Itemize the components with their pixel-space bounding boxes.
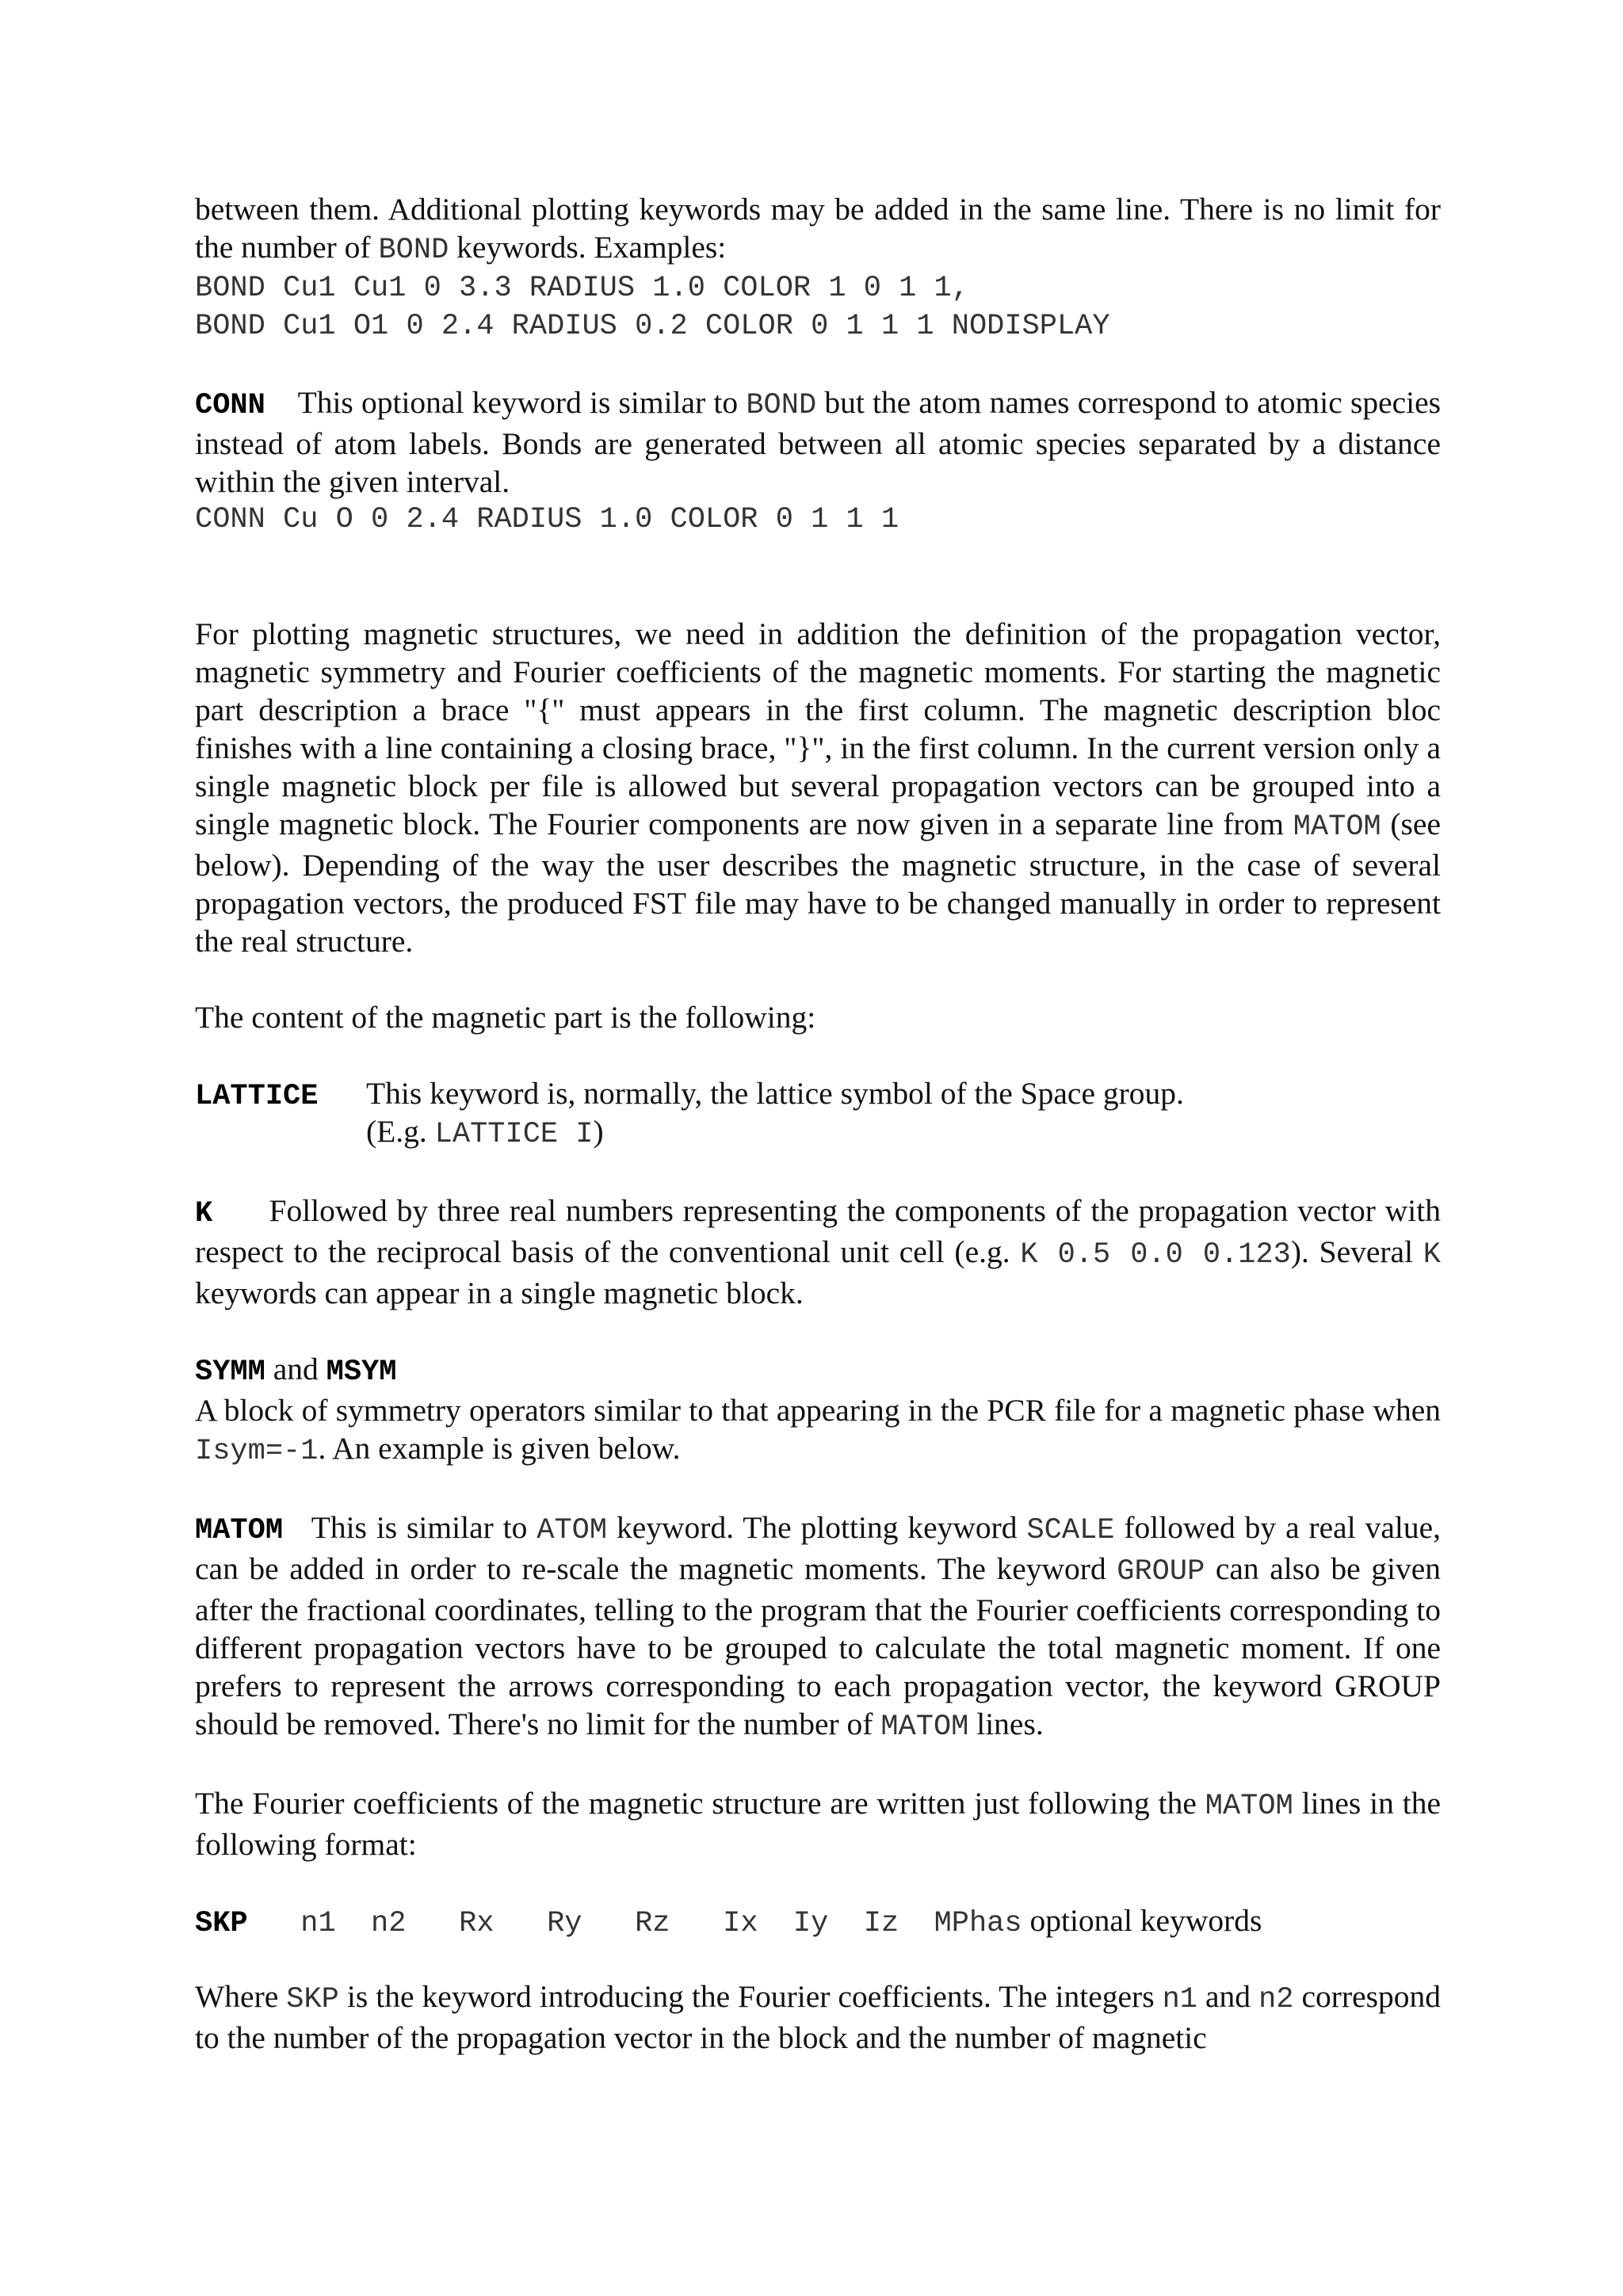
paragraph-text: For plotting magnetic structures, we need in addition the definition of the propagation vector, magnetic symmetry and Fourier coefficients of the magnetic moments. For starting the magnetic part description a brace "{" must appears in the first column. The magnetic description bloc finishes with a line containing a closing brace, "}", in the first column. In the current version only a single magnetic block per file is allowed but several propagation vectors can be grouped into a single magnetic block. The Fourier components are now given in a separate line from — [195, 616, 1441, 841]
keyword-symm: SYMM — [195, 1356, 265, 1389]
inline-code: BOND — [378, 234, 449, 267]
code-example-bond-2: BOND Cu1 O1 0 2.4 RADIUS 0.2 COLOR 0 1 1 1 NODISPLAY — [195, 310, 1110, 343]
definition-text: This keyword is, normally, the lattice symbol of the Space group. — [366, 1076, 1184, 1111]
paragraph-text: ). Several — [1290, 1234, 1423, 1269]
inline-code: MATOM — [1205, 1790, 1293, 1823]
inline-code: GROUP — [1117, 1555, 1205, 1589]
keyword-matom: MATOM — [195, 1514, 284, 1547]
inline-code: K — [1423, 1238, 1441, 1272]
heading-symm-msym: SYMM and MSYM — [195, 1352, 397, 1389]
keyword-lattice: LATTICE — [195, 1080, 319, 1113]
skp-format-line — [195, 1901, 1441, 1939]
skp-trailing: optional keywords — [1022, 1903, 1262, 1938]
paragraph-where: Where SKP is the keyword introducing the Fourier coefficients. The integers n1 and n2 correspond to the number of the propagation vector in the block and the number of magnetic — [195, 1979, 1442, 2055]
paragraph-text: but the atom names correspond to atomic species instead of atom labels. Bonds are generated between all atomic species separated by a distance within the given interval. — [195, 385, 1442, 499]
paragraph-text: for the number of — [195, 192, 1441, 265]
definition-example: (E.g. LATTICE I) — [366, 1114, 604, 1151]
keyword-msym: MSYM — [326, 1356, 397, 1389]
paragraph-text: (see below). Depending of the way the user describes the magnetic structure, in the case of several propagation vectors, the produced FST file may have to be changed manually in order to represent the real structure. — [195, 807, 1441, 959]
paragraph-matom: MATOM This is similar to ATOM keyword. The plotting keyword SCALE followed by a real value, can be added in order to re-scale the magnetic moments. The keyword GROUP can also be given after the fractional coordinates, telling to the program that the Fourier coefficients corresponding to different propagation vectors have to be grouped to calculate the total magnetic moment. If one prefers to represent the arrows corresponding to each propagation vector, the keyword GROUP should be removed. There's no limit for the number of MATOM lines. — [195, 1510, 1441, 1744]
paragraph-text: keywords. Examples: — [449, 230, 727, 265]
paragraph-text: Followed by three real numbers representing the components of the propagation vector with respect to the reciprocal basis of the conventional unit cell (e.g. — [195, 1193, 1442, 1269]
keyword-conn: CONN — [195, 389, 265, 422]
paragraph-text: This optional keyword is similar to — [297, 385, 747, 420]
paragraph-symm — [195, 1391, 1441, 1470]
inline-code: SKP — [286, 1983, 339, 2016]
inline-code: n2 — [1258, 1983, 1294, 2016]
paragraph-fourier-intro: The Fourier coefficients of the magnetic structure are written just following the MATOM lines in the following format: — [195, 1786, 1441, 1862]
inline-code: SCALE — [1026, 1514, 1115, 1547]
paragraph-text: between them. Additional plotting keywords may be added in the same line. There is no limit — [195, 192, 1395, 227]
document-page — [195, 190, 1441, 2057]
inline-code: Isym=-1 — [195, 1435, 319, 1468]
inline-code: MATOM — [880, 1711, 969, 1744]
paragraph-text: . An example is given below. — [318, 1431, 681, 1466]
inline-code: ATOM — [537, 1514, 608, 1547]
inline-code: K 0.5 0.0 0.123 — [1020, 1238, 1291, 1272]
paragraph-bond-continuation — [195, 190, 1441, 269]
paragraph-conn — [195, 383, 1441, 501]
inline-code: LATTICE I — [434, 1118, 594, 1151]
code-example-conn: CONN Cu O 0 2.4 RADIUS 1.0 COLOR 0 1 1 1 — [195, 503, 899, 536]
definition-lattice — [195, 1074, 1441, 1154]
paragraph-text: keywords can appear in a single magnetic block. — [195, 1276, 804, 1310]
paragraph-text: A block of symmetry operators similar to that appearing in the PCR file for a magnetic phase when — [195, 1393, 1441, 1428]
inline-code: BOND — [746, 389, 817, 422]
code-example-bond-1: BOND Cu1 Cu1 0 3.3 RADIUS 1.0 COLOR 1 0 1 1, — [195, 272, 969, 305]
paragraph-k — [195, 1192, 1441, 1312]
paragraph-magnetic-intro — [195, 615, 1441, 960]
skp-fields: n1 n2 Rx Ry Rz Ix Iy Iz MPhas — [247, 1907, 1022, 1940]
keyword-k: K — [195, 1197, 213, 1230]
inline-code: n1 — [1162, 1983, 1198, 2016]
keyword-skp: SKP — [195, 1907, 248, 1940]
inline-code: MATOM — [1293, 810, 1381, 844]
paragraph-content-intro: The content of the magnetic part is the following: — [195, 1000, 816, 1035]
